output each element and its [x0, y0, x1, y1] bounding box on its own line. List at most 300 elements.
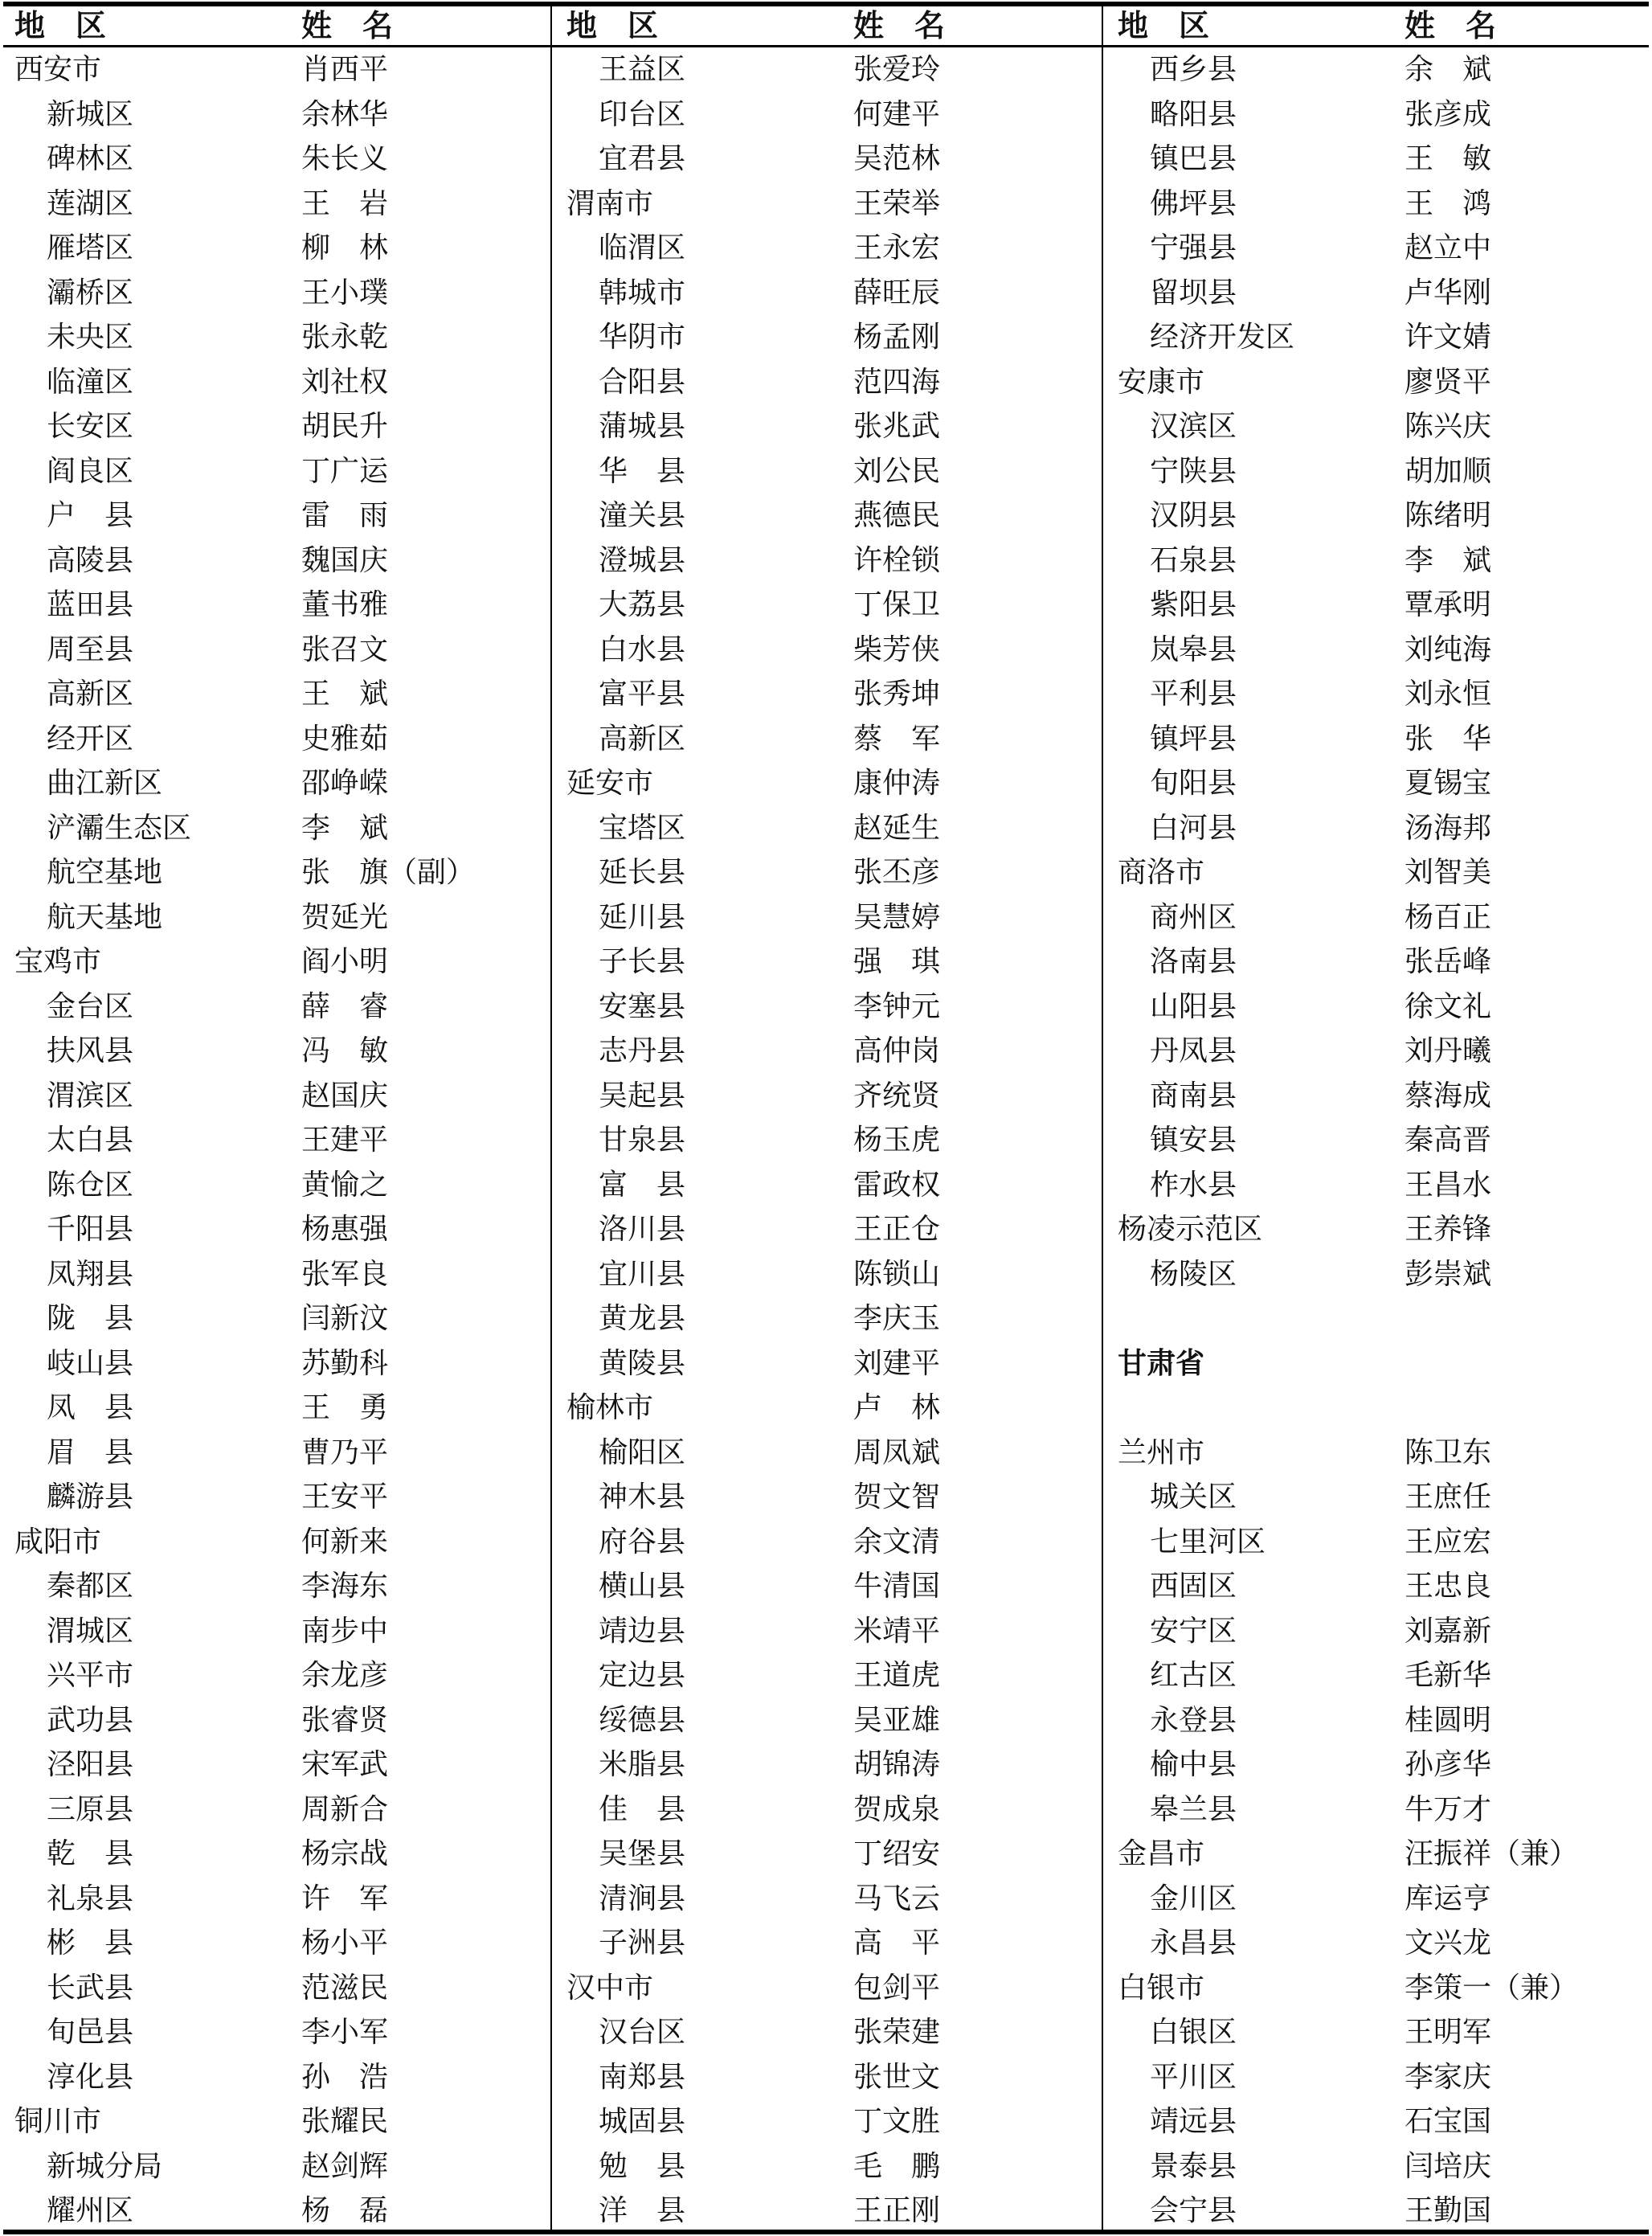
- region-cell: 航天基地: [47, 900, 163, 934]
- table-row: [0, 1431, 550, 1476]
- name-cell: 孙彦华: [1405, 1748, 1492, 1781]
- name-cell: 朱长义: [301, 142, 389, 175]
- region-cell: 延川县: [599, 900, 686, 934]
- region-cell: 富 县: [599, 1168, 686, 1202]
- name-cell: 库运亨: [1405, 1882, 1492, 1915]
- region-cell: 大荔县: [599, 588, 686, 621]
- table-row: [0, 1386, 550, 1431]
- table-row: [1103, 404, 1652, 449]
- table-row: [552, 539, 1102, 584]
- name-cell: 高 平: [853, 1927, 941, 1960]
- region-cell: 景泰县: [1150, 2149, 1237, 2183]
- table-row: [552, 1788, 1102, 1833]
- table-row: [1103, 1877, 1652, 1922]
- region-cell: 千阳县: [47, 1213, 134, 1246]
- name-cell: 刘公民: [853, 454, 941, 488]
- region-cell: 西安市: [14, 53, 102, 86]
- name-cell: 王建平: [301, 1124, 389, 1157]
- name-cell: 张 旗（副）: [301, 856, 476, 889]
- region-cell: 铜川市: [14, 2105, 102, 2138]
- table-row: [0, 493, 550, 539]
- table-row: [0, 1252, 550, 1297]
- table-row: [1103, 271, 1652, 316]
- region-cell: 白银市: [1118, 1971, 1205, 2005]
- table-row: [552, 985, 1102, 1030]
- table-row: [552, 1921, 1102, 1966]
- section-heading-row: [1103, 1341, 1652, 1386]
- table-row: [0, 1341, 550, 1386]
- name-cell: 贺文智: [853, 1480, 941, 1513]
- name-cell: 吴亚雄: [853, 1703, 941, 1737]
- region-cell: 咸阳市: [14, 1525, 102, 1558]
- table-row: [1103, 47, 1652, 92]
- table-row: [1103, 2055, 1652, 2100]
- name-cell: 蔡 军: [853, 722, 941, 756]
- table-row: [552, 1163, 1102, 1208]
- region-cell: 洋 县: [599, 2194, 686, 2227]
- name-cell: 赵剑辉: [301, 2149, 389, 2183]
- table-row: [552, 1207, 1102, 1252]
- table-row: [0, 806, 550, 851]
- name-cell: 曹乃平: [301, 1435, 389, 1469]
- name-cell: 王勤国: [1405, 2194, 1492, 2227]
- name-cell: 陈锁山: [853, 1257, 941, 1291]
- name-cell: 柴芳侠: [853, 633, 941, 666]
- region-cell: 太白县: [47, 1124, 134, 1157]
- region-cell: 潼关县: [599, 499, 686, 532]
- name-cell: 牛清国: [853, 1570, 941, 1603]
- section-heading: 甘肃省: [1118, 1345, 1205, 1380]
- table-row: [0, 1743, 550, 1788]
- name-cell: 丁保卫: [853, 588, 941, 621]
- region-cell: 皋兰县: [1150, 1792, 1237, 1826]
- table-row: [1103, 761, 1652, 806]
- region-cell: 澄城县: [599, 543, 686, 577]
- region-cell: 金昌市: [1118, 1837, 1205, 1870]
- table-row: [0, 1207, 550, 1252]
- table-row: [0, 672, 550, 717]
- name-cell: 张军良: [301, 1257, 389, 1291]
- table-row: [552, 717, 1102, 762]
- table-row: [0, 1788, 550, 1833]
- table-row: [552, 1341, 1102, 1386]
- table-row: [0, 2010, 550, 2055]
- table-row: [552, 628, 1102, 673]
- region-header: 地 区: [14, 7, 107, 43]
- name-cell: 刘建平: [853, 1346, 941, 1380]
- region-cell: 秦都区: [47, 1570, 134, 1603]
- region-cell: 镇巴县: [1150, 142, 1237, 175]
- region-cell: 留坝县: [1150, 276, 1237, 309]
- region-cell: 定边县: [599, 1659, 686, 1692]
- region-cell: 经开区: [47, 722, 134, 756]
- table-row: [552, 2189, 1102, 2234]
- table-row: [552, 449, 1102, 494]
- region-cell: 白水县: [599, 633, 686, 666]
- table-row: [0, 1966, 550, 2011]
- name-cell: 张永乾: [301, 321, 389, 354]
- table-row: [0, 1564, 550, 1609]
- table-row: [1103, 1698, 1652, 1743]
- table-row: [1103, 493, 1652, 539]
- region-cell: 杨凌示范区: [1118, 1213, 1263, 1246]
- region-cell: 绥德县: [599, 1703, 686, 1737]
- region-cell: 经济开发区: [1150, 321, 1295, 354]
- table-row: [1103, 628, 1652, 673]
- table-row: [1103, 1921, 1652, 1966]
- region-cell: 渭城区: [47, 1614, 134, 1648]
- table-row: [1103, 137, 1652, 182]
- table-row: [1103, 2144, 1652, 2189]
- table-row: [1103, 717, 1652, 762]
- region-cell: 紫阳县: [1150, 588, 1237, 621]
- table-row: [1103, 895, 1652, 940]
- table-row: [0, 1877, 550, 1922]
- name-cell: 何新来: [301, 1525, 389, 1558]
- name-cell: 张兆武: [853, 410, 941, 443]
- name-cell: 刘智美: [1405, 856, 1492, 889]
- name-cell: 包剑平: [853, 1971, 941, 2005]
- region-cell: 永昌县: [1150, 1927, 1237, 1960]
- region-cell: 韩城市: [599, 276, 686, 309]
- name-cell: 张耀民: [301, 2105, 389, 2138]
- table-row: [0, 1520, 550, 1565]
- region-cell: 南郑县: [599, 2060, 686, 2094]
- name-cell: 汤海邦: [1405, 811, 1492, 845]
- region-cell: 航空基地: [47, 856, 163, 889]
- name-cell: 张彦成: [1405, 97, 1492, 131]
- name-cell: 范滋民: [301, 1971, 389, 2005]
- table-row: [552, 850, 1102, 895]
- region-cell: 旬阳县: [1150, 767, 1237, 800]
- name-cell: 胡锦涛: [853, 1748, 941, 1781]
- name-cell: 薛旺辰: [853, 276, 941, 309]
- name-cell: 王正仓: [853, 1213, 941, 1246]
- name-cell: 王昌水: [1405, 1168, 1492, 1202]
- region-cell: 户 县: [47, 499, 134, 532]
- region-cell: 汉台区: [599, 2016, 686, 2049]
- name-cell: 范四海: [853, 365, 941, 399]
- region-cell: 延长县: [599, 856, 686, 889]
- name-cell: 王忠良: [1405, 1570, 1492, 1603]
- name-cell: 周凤斌: [853, 1435, 941, 1469]
- table-row: [552, 1698, 1102, 1743]
- table-row: [0, 226, 550, 271]
- region-cell: 宝塔区: [599, 811, 686, 845]
- table-row: [0, 1609, 550, 1654]
- region-cell: 靖边县: [599, 1614, 686, 1648]
- table-row: [1103, 583, 1652, 628]
- region-cell: 榆中县: [1150, 1748, 1237, 1781]
- table-row: [552, 1832, 1102, 1877]
- name-cell: 王养锋: [1405, 1213, 1492, 1246]
- region-cell: 平川区: [1150, 2060, 1237, 2094]
- table-row: [1103, 806, 1652, 851]
- region-cell: 七里河区: [1150, 1525, 1266, 1558]
- region-cell: 王益区: [599, 53, 686, 86]
- table-row: [1103, 1118, 1652, 1163]
- table-row: [1103, 1163, 1652, 1208]
- name-cell: 覃承明: [1405, 588, 1492, 621]
- name-cell: 李 斌: [1405, 543, 1492, 577]
- table-row: [1103, 315, 1652, 360]
- region-cell: 兰州市: [1118, 1435, 1205, 1469]
- name-cell: 汪振祥（兼）: [1405, 1837, 1579, 1870]
- table-row: [0, 1296, 550, 1341]
- name-cell: 冯 敏: [301, 1034, 389, 1067]
- name-cell: 李庆玉: [853, 1302, 941, 1335]
- table-row: [1103, 1832, 1652, 1877]
- table-row: [0, 2144, 550, 2189]
- region-cell: 安康市: [1118, 365, 1205, 399]
- region-cell: 吴起县: [599, 1079, 686, 1112]
- table-row: [552, 1029, 1102, 1074]
- name-cell: 雷政权: [853, 1168, 941, 1202]
- table-row: [552, 583, 1102, 628]
- table-column-2: [552, 0, 1102, 2236]
- table-row: [1103, 1653, 1652, 1698]
- table-row: [552, 1966, 1102, 2011]
- region-cell: 佳 县: [599, 1792, 686, 1826]
- region-cell: 子洲县: [599, 1927, 686, 1960]
- name-cell: 胡加顺: [1405, 454, 1492, 488]
- name-cell: 丁绍安: [853, 1837, 941, 1870]
- region-cell: 汉中市: [566, 1971, 654, 2005]
- name-cell: 陈绪明: [1405, 499, 1492, 532]
- table-row: [552, 672, 1102, 717]
- name-cell: 王 敏: [1405, 142, 1492, 175]
- region-cell: 陇 县: [47, 1302, 134, 1335]
- region-cell: 杨陵区: [1150, 1257, 1237, 1291]
- name-cell: 李 斌: [301, 811, 389, 845]
- table-row: [1103, 1564, 1652, 1609]
- region-cell: 洛川县: [599, 1213, 686, 1246]
- name-cell: 吴慧婷: [853, 900, 941, 934]
- region-cell: 莲湖区: [47, 186, 134, 220]
- table-row: [552, 761, 1102, 806]
- name-cell: 阎小明: [301, 945, 389, 978]
- name-cell: 张睿贤: [301, 1703, 389, 1737]
- table-row: [552, 1520, 1102, 1565]
- table-row: [0, 1921, 550, 1966]
- region-cell: 扶风县: [47, 1034, 134, 1067]
- table-row: [552, 1609, 1102, 1654]
- name-cell: 徐文礼: [1405, 989, 1492, 1023]
- region-cell: 宜川县: [599, 1257, 686, 1291]
- region-cell: 宁陕县: [1150, 454, 1237, 488]
- name-cell: 王永宏: [853, 231, 941, 264]
- table-row: [1103, 1207, 1652, 1252]
- name-cell: 刘社权: [301, 365, 389, 399]
- region-cell: 长安区: [47, 410, 134, 443]
- table-row: [1103, 2099, 1652, 2144]
- table-row: [0, 404, 550, 449]
- table-row: [0, 1074, 550, 1119]
- region-cell: 富平县: [599, 678, 686, 711]
- name-cell: 齐统贤: [853, 1079, 941, 1112]
- name-cell: 丁文胜: [853, 2105, 941, 2138]
- table-row: [552, 315, 1102, 360]
- region-cell: 乾 县: [47, 1837, 134, 1870]
- region-cell: 永登县: [1150, 1703, 1237, 1737]
- name-cell: 吴范林: [853, 142, 941, 175]
- name-cell: 燕德民: [853, 499, 941, 532]
- table-row: [1103, 360, 1652, 405]
- name-cell: 张世文: [853, 2060, 941, 2094]
- name-cell: 赵立中: [1405, 231, 1492, 264]
- name-cell: 许栓锁: [853, 543, 941, 577]
- region-cell: 镇安县: [1150, 1124, 1237, 1157]
- name-cell: 丁广运: [301, 454, 389, 488]
- table-row: [0, 182, 550, 227]
- region-cell: 黄陵县: [599, 1346, 686, 1380]
- table-row: [1103, 1520, 1652, 1565]
- region-cell: 白银区: [1150, 2016, 1237, 2049]
- table-row: [0, 92, 550, 137]
- table-row: [1103, 1431, 1652, 1476]
- table-row: [552, 2144, 1102, 2189]
- name-cell: 杨玉虎: [853, 1124, 941, 1157]
- name-cell: 许文婧: [1405, 321, 1492, 354]
- name-cell: 廖贤平: [1405, 365, 1492, 399]
- name-cell: 王 鸿: [1405, 186, 1492, 220]
- table-row: [0, 2189, 550, 2234]
- name-cell: 卢 林: [853, 1391, 941, 1424]
- table-row: [0, 850, 550, 895]
- name-cell: 毛 鹏: [853, 2149, 941, 2183]
- table-row: [552, 1564, 1102, 1609]
- region-cell: 柞水县: [1150, 1168, 1237, 1202]
- name-cell: 毛新华: [1405, 1659, 1492, 1692]
- table-row: [552, 404, 1102, 449]
- name-cell: 刘丹曦: [1405, 1034, 1492, 1067]
- name-cell: 雷 雨: [301, 499, 389, 532]
- table-row: [1103, 182, 1652, 227]
- table-row: [552, 137, 1102, 182]
- region-cell: 宁强县: [1150, 231, 1237, 264]
- region-cell: 丹凤县: [1150, 1034, 1237, 1067]
- region-cell: 淳化县: [47, 2060, 134, 2094]
- name-cell: 杨小平: [301, 1927, 389, 1960]
- name-cell: 孙 浩: [301, 2060, 389, 2094]
- region-cell: 安塞县: [599, 989, 686, 1023]
- region-cell: 印台区: [599, 97, 686, 131]
- table-row: [1103, 1252, 1652, 1297]
- name-cell: 秦高晋: [1405, 1124, 1492, 1157]
- name-cell: 薛 睿: [301, 989, 389, 1023]
- name-cell: 杨百正: [1405, 900, 1492, 934]
- table-row: [1103, 1074, 1652, 1119]
- region-cell: 黄龙县: [599, 1302, 686, 1335]
- table-row: [0, 1163, 550, 1208]
- table-row: [0, 1698, 550, 1743]
- region-cell: 泾阳县: [47, 1748, 134, 1781]
- table-row: [1103, 1386, 1652, 1431]
- name-cell: 闫培庆: [1405, 2149, 1492, 2183]
- region-cell: 城关区: [1150, 1480, 1237, 1513]
- table-row: [0, 137, 550, 182]
- name-cell: 李家庆: [1405, 2060, 1492, 2094]
- name-cell: 陈卫东: [1405, 1435, 1492, 1469]
- name-cell: 张 华: [1405, 722, 1492, 756]
- table-row: [552, 271, 1102, 316]
- region-cell: 陈仓区: [47, 1168, 134, 1202]
- region-cell: 白河县: [1150, 811, 1237, 845]
- table-row: [0, 628, 550, 673]
- region-cell: 浐灞生态区: [47, 811, 192, 845]
- name-cell: 黄愉之: [301, 1168, 389, 1202]
- table-row: [0, 583, 550, 628]
- table-row: [552, 360, 1102, 405]
- region-cell: 安宁区: [1150, 1614, 1237, 1648]
- name-cell: 贺成泉: [853, 1792, 941, 1826]
- table-row: [552, 1431, 1102, 1476]
- table-row: [0, 449, 550, 494]
- table-row: [0, 1653, 550, 1698]
- table-row: [0, 985, 550, 1030]
- table-row: [1103, 2189, 1652, 2234]
- name-cell: 杨惠强: [301, 1213, 389, 1246]
- region-cell: 临渭区: [599, 231, 686, 264]
- region-cell: 洛南县: [1150, 945, 1237, 978]
- region-cell: 岚皋县: [1150, 633, 1237, 666]
- region-cell: 靖远县: [1150, 2105, 1237, 2138]
- region-cell: 阎良区: [47, 454, 134, 488]
- table-row: [1103, 1743, 1652, 1788]
- region-cell: 商州区: [1150, 900, 1237, 934]
- name-cell: 史雅茹: [301, 722, 389, 756]
- region-cell: 渭滨区: [47, 1079, 134, 1112]
- table-row: [552, 1743, 1102, 1788]
- name-cell: 强 琪: [853, 945, 941, 978]
- region-cell: 商洛市: [1118, 856, 1205, 889]
- region-cell: 城固县: [599, 2105, 686, 2138]
- region-cell: 会宁县: [1150, 2194, 1237, 2227]
- table-row: [552, 1386, 1102, 1431]
- name-cell: 蔡海成: [1405, 1079, 1492, 1112]
- region-cell: 蓝田县: [47, 588, 134, 621]
- name-cell: 刘纯海: [1405, 633, 1492, 666]
- name-cell: 王安平: [301, 1480, 389, 1513]
- region-cell: 蒲城县: [599, 410, 686, 443]
- name-cell: 张爱玲: [853, 53, 941, 86]
- region-cell: 石泉县: [1150, 543, 1237, 577]
- region-cell: 横山县: [599, 1570, 686, 1603]
- name-cell: 赵国庆: [301, 1079, 389, 1112]
- name-cell: 邵峥嵘: [301, 767, 389, 800]
- region-cell: 金川区: [1150, 1882, 1237, 1915]
- name-cell: 彭崇斌: [1405, 1257, 1492, 1291]
- name-cell: 马飞云: [853, 1882, 941, 1915]
- region-cell: 凤翔县: [47, 1257, 134, 1291]
- name-cell: 张召文: [301, 633, 389, 666]
- region-cell: 高新区: [599, 722, 686, 756]
- region-cell: 山阳县: [1150, 989, 1237, 1023]
- table-row: [552, 1653, 1102, 1698]
- table-row: [552, 226, 1102, 271]
- table-row: [552, 2010, 1102, 2055]
- region-cell: 商南县: [1150, 1079, 1237, 1112]
- region-cell: 耀州区: [47, 2194, 134, 2227]
- name-cell: 王应宏: [1405, 1525, 1492, 1558]
- table-row: [552, 47, 1102, 92]
- name-cell: 陈兴庆: [1405, 410, 1492, 443]
- table-row: [1103, 985, 1652, 1030]
- name-cell: 王明军: [1405, 2016, 1492, 2049]
- table-row: [552, 1074, 1102, 1119]
- name-cell: 王荣举: [853, 186, 941, 220]
- table-row: [1103, 449, 1652, 494]
